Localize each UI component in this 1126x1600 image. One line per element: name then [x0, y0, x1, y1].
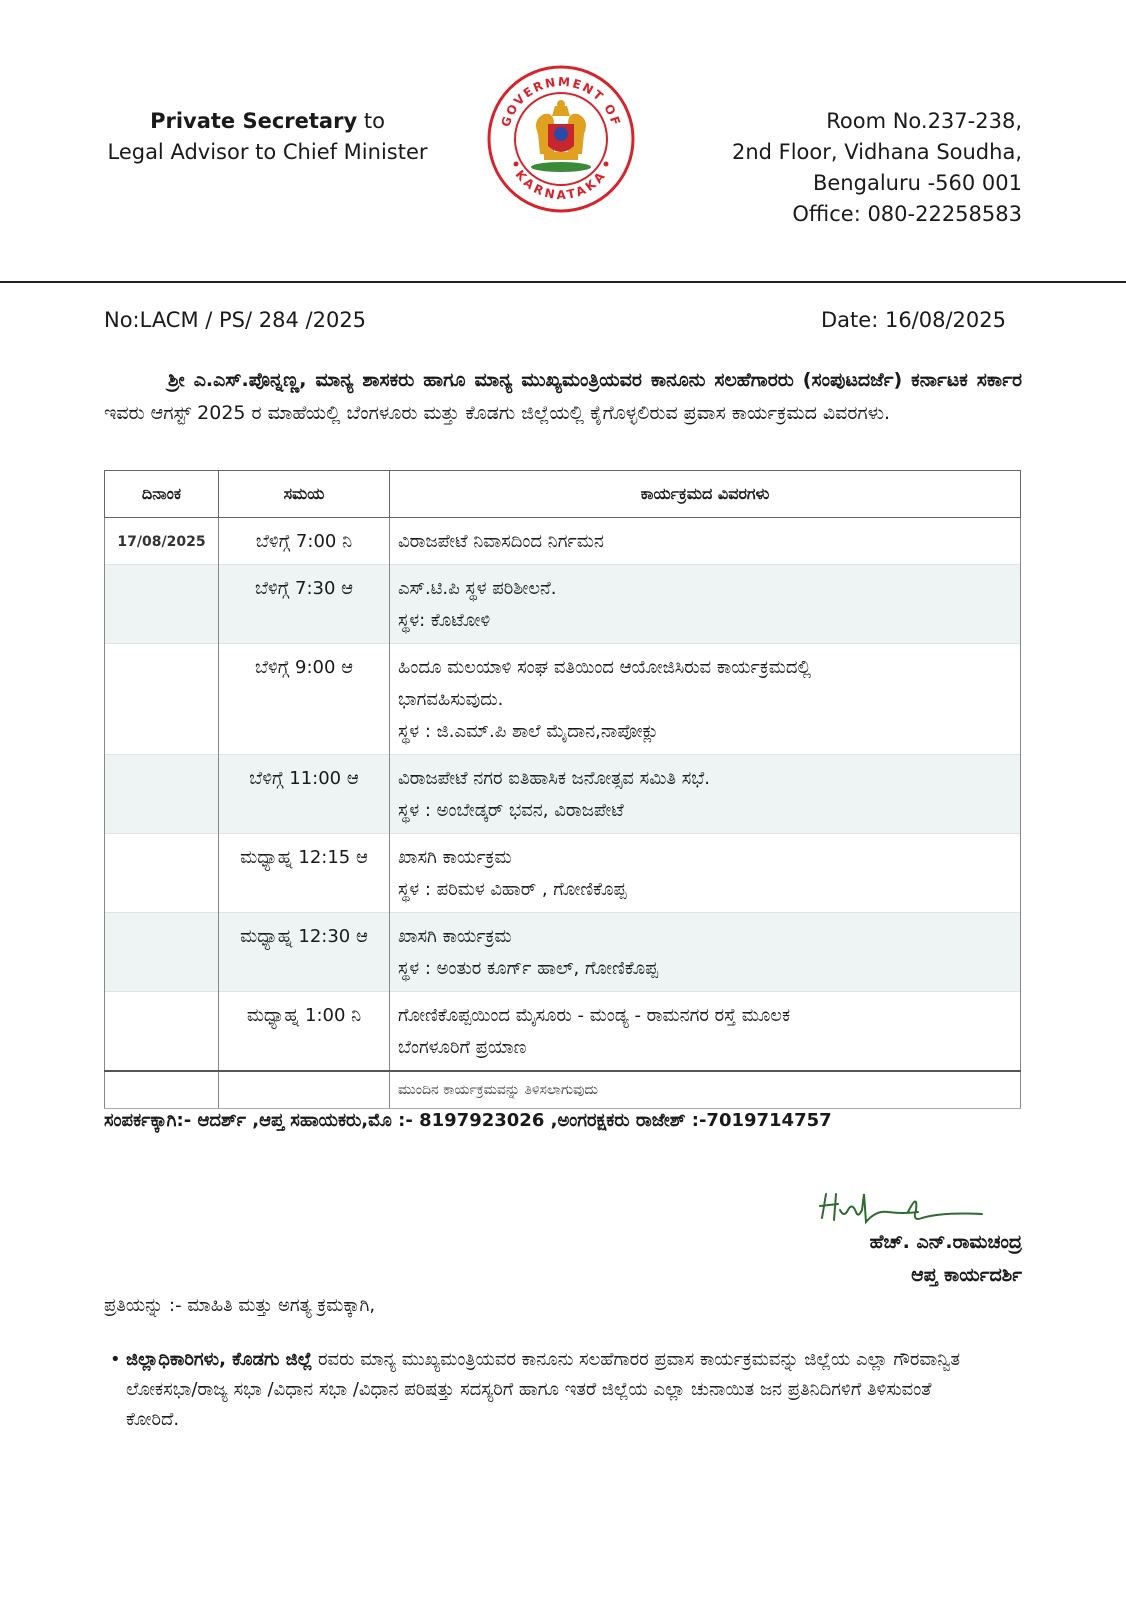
detail-line: ಖಾಸಗಿ ಕಾರ್ಯಕ್ರಮ: [398, 926, 512, 947]
detail-line: ಖಾಸಗಿ ಕಾರ್ಯಕ್ರಮ: [398, 847, 512, 868]
row-time: ಬೆಳಿಗ್ಗೆ 7:30 ಆ: [219, 565, 390, 644]
recipient-bold: ಜಿಲ್ಲಾಧಿಕಾರಿಗಳು, ಕೊಡಗು ಜಿಲ್ಲೆ: [126, 1349, 313, 1370]
row-date: [105, 565, 219, 644]
table-row: [105, 992, 1021, 1072]
signatory-title: ಆಪ್ತ ಕಾರ್ಯದರ್ಶಿ: [911, 1264, 1022, 1286]
footer-empty-cell: [105, 1071, 219, 1109]
row-time: ಮಧ್ಯಾಹ್ನ 12:15 ಆ: [219, 834, 390, 913]
address-line: Room No.237-238,: [826, 109, 1022, 133]
detail-line: ಹಿಂದೂ ಮಲಯಾಳಿ ಸಂಘ ವತಿಯಿಂದ ಆಯೋಜಿಸಿರುವ ಕಾರ್ಯಕ್ರಮದಲ್ಲಿ: [398, 657, 812, 678]
header-divider: [0, 281, 1126, 283]
address-line: 2nd Floor, Vidhana Soudha,: [731, 140, 1022, 164]
header-date: ದಿನಾಂಕ: [105, 471, 219, 518]
footer-note: ಮುಂದಿನ ಕಾರ್ಯಕ್ರಮವನ್ನು ತಿಳಿಸಲಾಗುವುದು: [390, 1071, 1021, 1109]
recipient-text: ರವರು ಮಾನ್ಯ ಮುಖ್ಯಮಂತ್ರಿಯವರ ಕಾನೂನು ಸಲಹೆಗಾರರ ಪ್ರವಾಸ ಕಾರ್ಯಕ್ರಮವನ್ನು ಜಿಲ್ಲೆಯ ಎಲ್ಲಾ ಗೌರವಾನ್ವಿತ ಲೋಕಸಭಾ/ರಾಜ್ಯ ಸಭಾ /ವಿಧಾನ ಸಭಾ /ವಿಧಾನ ಪರಿಷತ್ತು ಸದಸ್ಯರಿಗೆ ಹಾಗೂ ಇತರೆ ಜಿಲ್ಲೆಯ ಎಲ್ಲಾ ಚುನಾಯಿತ ಜನ ಪ್ರತಿನಿದಿಗಳಿಗೆ ತಿಳಿಸುವಂತೆ ಕೋರಿದೆ.: [126, 1349, 961, 1430]
copy-to-line: ಪ್ರತಿಯನ್ನು :- ಮಾಹಿತಿ ಮತ್ತು ಅಗತ್ಯ ಕ್ರಮಕ್ಕಾಗಿ,: [104, 1295, 376, 1316]
sender-designation: [100, 106, 435, 168]
row-time: ಬೆಳಿಗ್ಗೆ 9:00 ಆ: [219, 644, 390, 755]
detail-line: ಸ್ಥಳ: ಕೊಟೋಳಿ: [398, 610, 491, 631]
table-row: [105, 644, 1021, 755]
table-row: [105, 518, 1021, 565]
header-details: ಕಾರ್ಯಕ್ರಮದ ವಿವರಗಳು: [390, 471, 1021, 518]
address-line: Bengaluru -560 001: [812, 171, 1022, 195]
row-details: [390, 518, 1021, 565]
signatory-name: ಹೆಚ್. ಎನ್.ರಾಮಚಂದ್ರ: [869, 1231, 1022, 1253]
sender-office: Legal Advisor to Chief Minister: [107, 140, 428, 164]
footer-empty-cell: [219, 1071, 390, 1109]
detail-line: ಸ್ಥಳ : ಪರಿಮಳ ವಿಹಾರ್ , ಗೋಣಿಕೊಪ್ಪ: [398, 879, 627, 900]
signatory-block: [870, 1226, 1022, 1292]
detail-line: ಸ್ಥಳ : ಅಂಬೇಡ್ಕರ್ ಭವನ, ವಿರಾಜಪೇಟೆ: [398, 800, 624, 821]
row-details: [390, 992, 1021, 1072]
contact-line: ಸಂಪರ್ಕಕ್ಕಾಗಿ:- ಆದರ್ಶ್ ,ಆಪ್ತ ಸಹಾಯಕರು,ಮೊ :- 8197923026 ,ಅಂಗರಕ್ಷಕರು ರಾಜೇಶ್ :-7019714757: [104, 1110, 832, 1131]
table-row: [105, 834, 1021, 913]
schedule-table: [104, 470, 1021, 1109]
detail-line: ಸ್ಥಳ : ಜಿ.ಎಮ್.ಪಿ ಶಾಲೆ ಮೈದಾನ,ನಾಪೋಕ್ಲು: [398, 721, 659, 742]
office-address: [732, 106, 1022, 230]
copy-recipient-item: [110, 1345, 960, 1435]
table-row: [105, 565, 1021, 644]
intro-paragraph: [104, 364, 1022, 430]
reference-number: No:LACM / PS/ 284 /2025: [104, 308, 367, 332]
row-date: [105, 644, 219, 755]
row-date: [105, 834, 219, 913]
detail-line: ವಿರಾಜಪೇಟೆ ನಗರ ಐತಿಹಾಸಿಕ ಜನೋತ್ಸವ ಸಮಿತಿ ಸಭೆ.: [398, 768, 710, 789]
table-row: [105, 755, 1021, 834]
sender-title-rest: to: [357, 109, 385, 133]
row-date: 17/08/2025: [105, 518, 219, 565]
detail-line: ಬೆಂಗಳೂರಿಗೆ ಪ್ರಯಾಣ: [398, 1037, 527, 1058]
detail-line: ಗೋಣಿಕೊಪ್ಪಯಿಂದ ಮೈಸೂರು - ಮಂಡ್ಯ - ರಾಮನಗರ ರಸ್ತೆ ಮೂಲಕ: [398, 1005, 791, 1026]
row-date: [105, 913, 219, 992]
intro-rest: ಇವರು ಆಗಸ್ಟ್ 2025 ರ ಮಾಹೆಯಲ್ಲಿ ಬೆಂಗಳೂರು ಮತ್ತು ಕೊಡಗು ಜಿಲ್ಲೆಯಲ್ಲಿ ಕೈಗೊಳ್ಳಲಿರುವ ಪ್ರವಾಸ ಕಾರ್ಯಕ್ರಮದ ವಿವರಗಳು.: [104, 402, 891, 424]
row-details: [390, 913, 1021, 992]
karnataka-seal-emblem: [486, 64, 636, 214]
table-header-row: [105, 471, 1021, 518]
row-time: ಮಧ್ಯಾಹ್ನ 1:00 ನಿ: [219, 992, 390, 1072]
bullet-icon: •: [110, 1349, 121, 1370]
row-date: [105, 992, 219, 1072]
svg-text:KARNATAKA: KARNATAKA: [512, 167, 610, 203]
table-footer-row: [105, 1071, 1021, 1109]
sender-title-bold: Private Secretary: [150, 109, 358, 133]
office-phone: Office: 080-22258583: [792, 202, 1022, 226]
table-row: [105, 913, 1021, 992]
detail-line: ಸ್ಥಳ : ಅಂತುರ ಕೂರ್ಗ್ ಹಾಲ್, ಗೋಣಿಕೊಪ್ಪ: [398, 958, 659, 979]
letter-date: Date: 16/08/2025: [821, 308, 1006, 332]
row-details: [390, 644, 1021, 755]
row-time: ಬೆಳಿಗ್ಗೆ 11:00 ಆ: [219, 755, 390, 834]
row-date: [105, 755, 219, 834]
handwritten-signature: [816, 1188, 996, 1228]
detail-line: ಭಾಗವಹಿಸುವುದು.: [398, 689, 504, 710]
svg-text:GOVERNMENT OF: GOVERNMENT OF: [498, 74, 624, 129]
row-details: [390, 834, 1021, 913]
row-details: [390, 565, 1021, 644]
header-time: ಸಮಯ: [219, 471, 390, 518]
row-time: ಮಧ್ಯಾಹ್ನ 12:30 ಆ: [219, 913, 390, 992]
detail-line: ಎಸ್.ಟಿ.ಪಿ ಸ್ಥಳ ಪರಿಶೀಲನೆ.: [398, 578, 557, 599]
detail-line: ವಿರಾಜಪೇಟೆ ನಿವಾಸದಿಂದ ನಿರ್ಗಮನ: [398, 531, 604, 552]
row-time: ಬೆಳಿಗ್ಗೆ 7:00 ನಿ: [219, 518, 390, 565]
intro-bold: ಶ್ರೀ ಎ.ಎಸ್.ಪೊನ್ನಣ್ಣ, ಮಾನ್ಯ ಶಾಸಕರು ಹಾಗೂ ಮಾನ್ಯ ಮುಖ್ಯಮಂತ್ರಿಯವರ ಕಾನೂನು ಸಲಹೆಗಾರರು (ಸಂಪುಟದರ್ಜೆ) ಕರ್ನಾಟಕ ಸರ್ಕಾರ: [168, 369, 1022, 391]
row-details: [390, 755, 1021, 834]
